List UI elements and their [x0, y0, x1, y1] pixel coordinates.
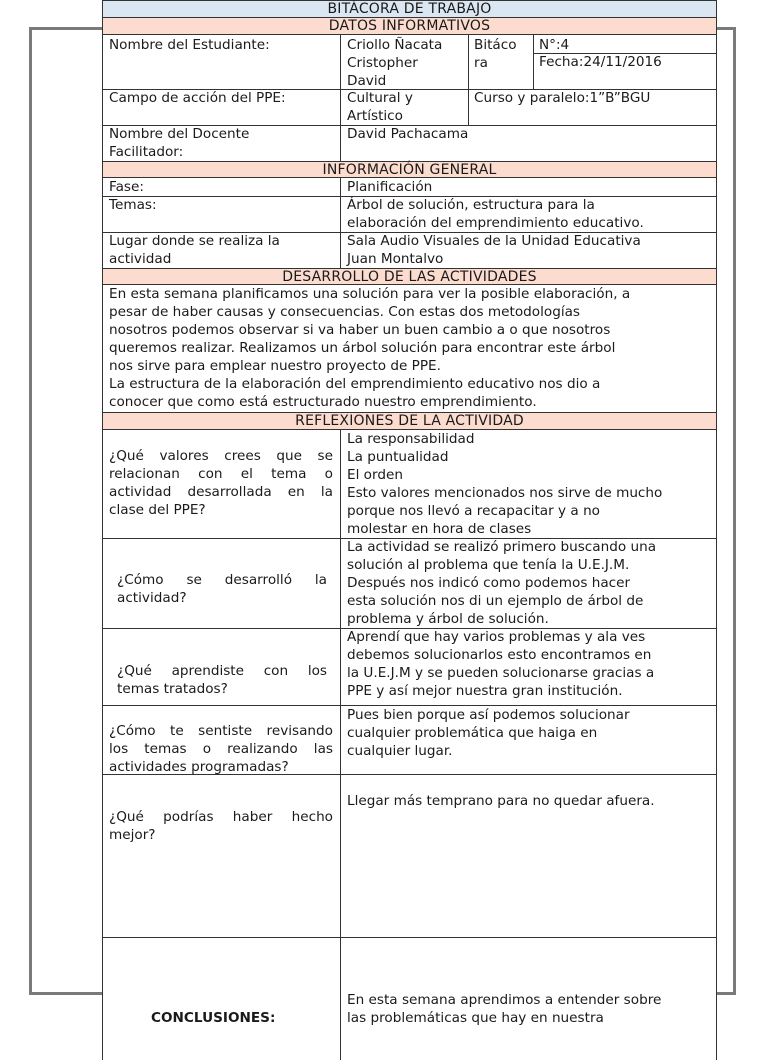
answer-1-line-2: La puntualidad	[347, 449, 449, 465]
section-reflexiones-actividad: REFLEXIONES DE LA ACTIVIDAD	[103, 412, 716, 430]
curso-paralelo: Curso y paralelo:1”B”BGU	[474, 90, 651, 106]
desarrollo-line-4: queremos realizar. Realizamos un árbol solución para encontrar este árbol	[109, 340, 616, 356]
bitacora-sheet	[102, 0, 717, 1060]
question-5-line-1: ¿Qué podrías haber hecho	[109, 809, 333, 825]
row-divider	[103, 774, 716, 775]
estudiante-name-line-2: Cristopher	[347, 55, 418, 71]
answer-3-line-2: debemos solucionarlos esto encontramos en	[347, 647, 652, 663]
lugar-value-line-2: Juan Montalvo	[347, 251, 444, 267]
lugar-label-line-1: Lugar donde se realiza la	[109, 233, 280, 249]
bitacora-label-line-1: Bitáco	[474, 37, 517, 53]
temas-label: Temas:	[109, 197, 157, 213]
question-2-line-1: ¿Cómo se desarrolló la	[117, 572, 327, 588]
temas-value-line-2: elaboración del emprendimiento educativo.	[347, 215, 644, 231]
question-1-line-4: clase del PPE?	[109, 502, 206, 518]
page-title: BITÁCORA DE TRABAJO	[103, 0, 716, 18]
bitacora-label-line-2: ra	[474, 55, 488, 71]
answer-4-line-3: cualquier lugar.	[347, 743, 453, 759]
question-3-line-2: temas tratados?	[117, 681, 228, 697]
section-desarrollo-actividades: DESARROLLO DE LAS ACTIVIDADES	[103, 268, 716, 285]
answer-1-line-6: molestar en hora de clases	[347, 521, 532, 537]
campo-value-line-1: Cultural y	[347, 90, 413, 106]
desarrollo-body	[103, 285, 716, 412]
answer-4-line-2: cualquier problemática que haiga en	[347, 725, 598, 741]
answer-1-line-4: Esto valores mencionados nos sirve de mucho	[347, 485, 663, 501]
desarrollo-line-6: La estructura de la elaboración del emprendimiento educativo nos dio a	[109, 376, 601, 392]
estudiante-name-line-1: Criollo Ñacata	[347, 37, 443, 53]
column-divider	[468, 35, 469, 89]
desarrollo-line-5: nos sirve para emplear nuestro proyecto de PPE.	[109, 358, 441, 374]
docente-name: David Pachacama	[347, 126, 469, 142]
answer-1-line-1: La responsabilidad	[347, 431, 475, 447]
desarrollo-line-1: En esta semana planificamos una solución para ver la posible elaboración, a	[109, 286, 631, 302]
conclusiones-label: CONCLUSIONES:	[151, 1010, 276, 1026]
question-3-line-1: ¿Qué aprendiste con los	[117, 663, 327, 679]
desarrollo-line-2: pesar de haber causas y consecuencias. Con estas dos metodologías	[109, 304, 581, 320]
column-divider	[533, 35, 534, 89]
campo-label: Campo de acción del PPE:	[109, 90, 286, 106]
answer-2-line-4: esta solución nos di un ejemplo de árbol de	[347, 593, 644, 609]
answer-3-line-1: Aprendí que hay varios problemas y ala ves	[347, 629, 646, 645]
answer-2-line-3: Después nos indicó como podemos hacer	[347, 575, 631, 591]
section-datos-informativos: DATOS INFORMATIVOS	[103, 18, 716, 35]
desarrollo-line-7: conocer que como está estructurado nuestro emprendimiento.	[109, 394, 537, 410]
question-1-line-1: ¿Qué valores crees que se	[109, 448, 333, 464]
column-divider	[468, 89, 469, 125]
bitacora-date: Fecha:24/11/2016	[539, 54, 662, 70]
column-divider	[340, 430, 341, 1060]
answer-5: Llegar más temprano para no quedar afuera.	[347, 793, 655, 809]
section-informacion-general: INFORMACIÓN GENERAL	[103, 161, 716, 178]
question-1-line-3: actividad desarrollada en la	[109, 484, 333, 500]
question-4-line-2: los temas o realizando las	[109, 741, 333, 757]
question-5-line-2: mejor?	[109, 827, 156, 843]
answer-2-line-2: solución al problema que tenía la U.E.J.M.	[347, 557, 630, 573]
estudiante-label: Nombre del Estudiante:	[109, 37, 270, 53]
answer-1-line-3: El orden	[347, 467, 403, 483]
docente-label-line-2: Facilitador:	[109, 144, 184, 160]
answer-3-line-3: la U.E.J.M y se pueden solucionarse gracias a	[347, 665, 655, 681]
question-1-line-2: relacionan con el tema o	[109, 466, 333, 482]
conclusiones-line-1: En esta semana aprendimos a entender sobre	[347, 992, 662, 1008]
campo-value-line-2: Artístico	[347, 108, 403, 124]
row-divider	[103, 937, 716, 938]
fase-label: Fase:	[109, 179, 144, 195]
lugar-value-line-1: Sala Audio Visuales de la Unidad Educativa	[347, 233, 641, 249]
docente-label-line-1: Nombre del Docente	[109, 126, 250, 142]
lugar-label-line-2: actividad	[109, 251, 172, 267]
estudiante-name-line-3: David	[347, 73, 387, 89]
question-4-line-3: actividades programadas?	[109, 759, 289, 775]
temas-value-line-1: Árbol de solución, estructura para la	[347, 197, 595, 213]
answer-2-line-5: problema y árbol de solución.	[347, 611, 549, 627]
fase-value: Planificación	[347, 179, 433, 195]
bitacora-number: N°:4	[539, 37, 570, 53]
question-2-line-2: actividad?	[117, 590, 187, 606]
conclusiones-line-2: las problemáticas que hay en nuestra	[347, 1010, 604, 1026]
answer-4-line-1: Pues bien porque así podemos solucionar	[347, 707, 630, 723]
answer-3-line-4: PPE y así mejor nuestra gran institución.	[347, 683, 623, 699]
answer-1-line-5: porque nos llevó a recapacitar y a no	[347, 503, 600, 519]
answer-2-line-1: La actividad se realizó primero buscando una	[347, 539, 657, 555]
desarrollo-line-3: nosotros podemos observar si va haber un buen cambio a o que nosotros	[109, 322, 611, 338]
question-4-line-1: ¿Cómo te sentiste revisando	[109, 723, 333, 739]
